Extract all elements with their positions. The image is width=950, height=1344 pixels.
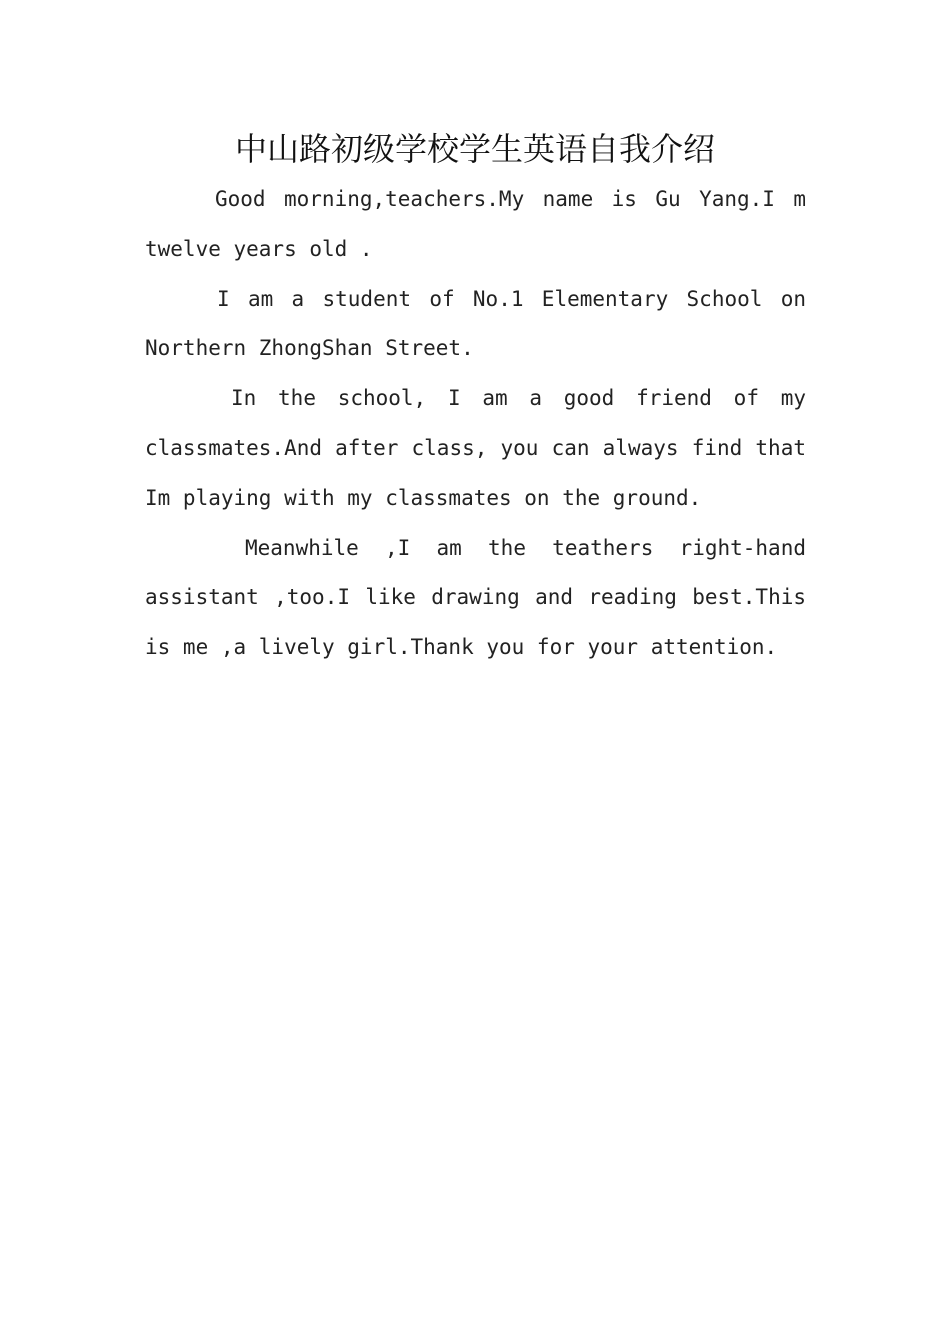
paragraph-classmates: In the school, I am a good friend of my classmates.And after class, you can always find that Im playing with my classmates on the ground. xyxy=(145,386,806,510)
page-title: 中山路初级学校学生英语自我介绍 xyxy=(234,130,715,168)
paragraph-greeting: Good morning,teachers.My name is Gu Yang.I m twelve years old . xyxy=(145,187,806,261)
paragraph-school: I am a student of No.1 Elementary School on Northern ZhongShan Street. xyxy=(145,286,806,361)
paragraph-closing: Meanwhile ,I am the teathers right-hand assistant ,too.I like drawing and reading best.This is me ,a lively girl.Thank you for your attention. xyxy=(145,535,806,660)
document-body xyxy=(145,175,806,673)
